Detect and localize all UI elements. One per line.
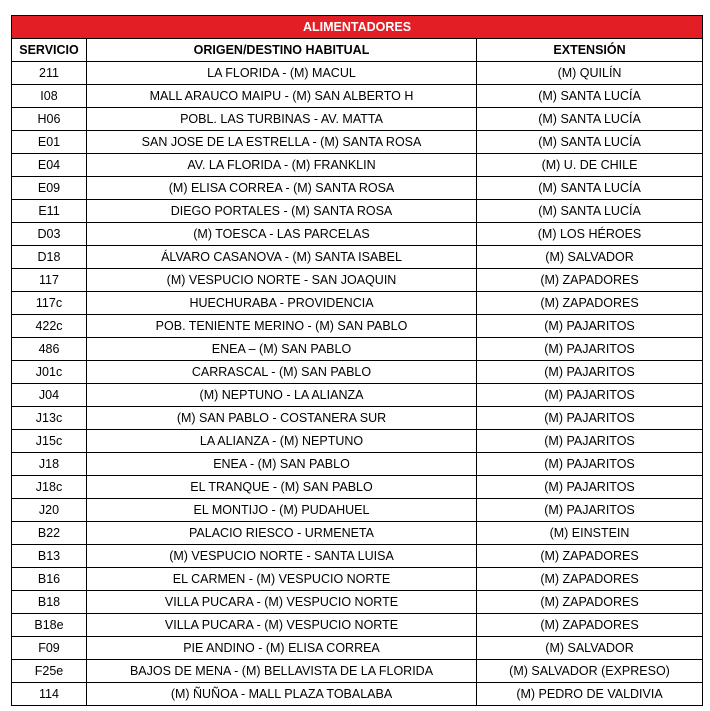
table-row <box>12 430 703 453</box>
cell-servicio: E01 <box>12 131 87 154</box>
table-row <box>12 591 703 614</box>
table-title-row <box>12 16 703 39</box>
cell-extension: (M) PAJARITOS <box>477 361 703 384</box>
table-row <box>12 246 703 269</box>
cell-extension: (M) SANTA LUCÍA <box>477 177 703 200</box>
cell-origen-destino: POBL. LAS TURBINAS - AV. MATTA <box>87 108 477 131</box>
cell-origen-destino: PIE ANDINO - (M) ELISA CORREA <box>87 637 477 660</box>
cell-servicio: J15c <box>12 430 87 453</box>
table-row <box>12 177 703 200</box>
cell-origen-destino: (M) NEPTUNO - LA ALIANZA <box>87 384 477 407</box>
table-row <box>12 660 703 683</box>
cell-origen-destino: POB. TENIENTE MERINO - (M) SAN PABLO <box>87 315 477 338</box>
cell-servicio: 422c <box>12 315 87 338</box>
table-row <box>12 292 703 315</box>
cell-extension: (M) SANTA LUCÍA <box>477 108 703 131</box>
cell-origen-destino: DIEGO PORTALES - (M) SANTA ROSA <box>87 200 477 223</box>
cell-servicio: E09 <box>12 177 87 200</box>
column-header-origen-destino: ORIGEN/DESTINO HABITUAL <box>87 39 477 62</box>
cell-extension: (M) PAJARITOS <box>477 384 703 407</box>
table-row <box>12 315 703 338</box>
table-row <box>12 85 703 108</box>
table-row <box>12 407 703 430</box>
alimentadores-table <box>11 15 703 706</box>
cell-extension: (M) PAJARITOS <box>477 499 703 522</box>
cell-servicio: B16 <box>12 568 87 591</box>
table-row <box>12 338 703 361</box>
cell-servicio: J20 <box>12 499 87 522</box>
cell-origen-destino: ENEA - (M) SAN PABLO <box>87 453 477 476</box>
table-row <box>12 499 703 522</box>
cell-servicio: 486 <box>12 338 87 361</box>
cell-extension: (M) ZAPADORES <box>477 614 703 637</box>
cell-extension: (M) SALVADOR <box>477 246 703 269</box>
cell-servicio: B13 <box>12 545 87 568</box>
alimentadores-table-wrapper <box>11 15 702 706</box>
table-row <box>12 223 703 246</box>
table-row <box>12 453 703 476</box>
cell-origen-destino: (M) ÑUÑOA - MALL PLAZA TOBALABA <box>87 683 477 706</box>
cell-servicio: 211 <box>12 62 87 85</box>
column-header-extension: EXTENSIÓN <box>477 39 703 62</box>
table-row <box>12 683 703 706</box>
cell-origen-destino: EL CARMEN - (M) VESPUCIO NORTE <box>87 568 477 591</box>
cell-origen-destino: (M) ELISA CORREA - (M) SANTA ROSA <box>87 177 477 200</box>
table-title: ALIMENTADORES <box>12 16 703 39</box>
cell-origen-destino: VILLA PUCARA - (M) VESPUCIO NORTE <box>87 614 477 637</box>
table-row <box>12 131 703 154</box>
cell-origen-destino: (M) SAN PABLO - COSTANERA SUR <box>87 407 477 430</box>
cell-servicio: B18 <box>12 591 87 614</box>
table-row <box>12 545 703 568</box>
cell-extension: (M) PEDRO DE VALDIVIA <box>477 683 703 706</box>
table-body <box>12 62 703 706</box>
column-header-row <box>12 39 703 62</box>
cell-servicio: 117c <box>12 292 87 315</box>
cell-extension: (M) ZAPADORES <box>477 292 703 315</box>
cell-extension: (M) SALVADOR (EXPRESO) <box>477 660 703 683</box>
cell-origen-destino: BAJOS DE MENA - (M) BELLAVISTA DE LA FLORIDA <box>87 660 477 683</box>
cell-extension: (M) LOS HÉROES <box>477 223 703 246</box>
cell-extension: (M) PAJARITOS <box>477 338 703 361</box>
cell-extension: (M) SANTA LUCÍA <box>477 200 703 223</box>
cell-origen-destino: ÁLVARO CASANOVA - (M) SANTA ISABEL <box>87 246 477 269</box>
cell-servicio: J18 <box>12 453 87 476</box>
table-row <box>12 361 703 384</box>
cell-origen-destino: (M) VESPUCIO NORTE - SANTA LUISA <box>87 545 477 568</box>
table-row <box>12 522 703 545</box>
table-row <box>12 614 703 637</box>
cell-servicio: F25e <box>12 660 87 683</box>
cell-origen-destino: LA ALIANZA - (M) NEPTUNO <box>87 430 477 453</box>
cell-origen-destino: MALL ARAUCO MAIPU - (M) SAN ALBERTO H <box>87 85 477 108</box>
cell-origen-destino: ENEA – (M) SAN PABLO <box>87 338 477 361</box>
column-header-servicio: SERVICIO <box>12 39 87 62</box>
cell-extension: (M) EINSTEIN <box>477 522 703 545</box>
table-row <box>12 154 703 177</box>
cell-extension: (M) SANTA LUCÍA <box>477 85 703 108</box>
table-row <box>12 62 703 85</box>
cell-servicio: J18c <box>12 476 87 499</box>
cell-servicio: B22 <box>12 522 87 545</box>
cell-servicio: H06 <box>12 108 87 131</box>
cell-servicio: 117 <box>12 269 87 292</box>
cell-extension: (M) QUILÍN <box>477 62 703 85</box>
table-row <box>12 568 703 591</box>
table-row <box>12 108 703 131</box>
cell-servicio: J13c <box>12 407 87 430</box>
table-row <box>12 384 703 407</box>
cell-extension: (M) PAJARITOS <box>477 476 703 499</box>
table-row <box>12 476 703 499</box>
cell-origen-destino: EL TRANQUE - (M) SAN PABLO <box>87 476 477 499</box>
cell-extension: (M) ZAPADORES <box>477 591 703 614</box>
cell-servicio: J04 <box>12 384 87 407</box>
cell-servicio: F09 <box>12 637 87 660</box>
cell-extension: (M) ZAPADORES <box>477 568 703 591</box>
table-row <box>12 637 703 660</box>
cell-origen-destino: (M) TOESCA - LAS PARCELAS <box>87 223 477 246</box>
cell-servicio: B18e <box>12 614 87 637</box>
cell-servicio: I08 <box>12 85 87 108</box>
cell-servicio: E11 <box>12 200 87 223</box>
table-row <box>12 269 703 292</box>
cell-servicio: D03 <box>12 223 87 246</box>
cell-origen-destino: AV. LA FLORIDA - (M) FRANKLIN <box>87 154 477 177</box>
cell-origen-destino: VILLA PUCARA - (M) VESPUCIO NORTE <box>87 591 477 614</box>
cell-extension: (M) PAJARITOS <box>477 407 703 430</box>
cell-extension: (M) PAJARITOS <box>477 453 703 476</box>
cell-origen-destino: PALACIO RIESCO - URMENETA <box>87 522 477 545</box>
cell-extension: (M) ZAPADORES <box>477 545 703 568</box>
cell-origen-destino: (M) VESPUCIO NORTE - SAN JOAQUIN <box>87 269 477 292</box>
cell-origen-destino: SAN JOSE DE LA ESTRELLA - (M) SANTA ROSA <box>87 131 477 154</box>
cell-extension: (M) SANTA LUCÍA <box>477 131 703 154</box>
cell-servicio: E04 <box>12 154 87 177</box>
cell-origen-destino: LA FLORIDA - (M) MACUL <box>87 62 477 85</box>
cell-origen-destino: HUECHURABA - PROVIDENCIA <box>87 292 477 315</box>
cell-servicio: J01c <box>12 361 87 384</box>
cell-servicio: 114 <box>12 683 87 706</box>
cell-extension: (M) U. DE CHILE <box>477 154 703 177</box>
cell-extension: (M) PAJARITOS <box>477 430 703 453</box>
cell-origen-destino: EL MONTIJO - (M) PUDAHUEL <box>87 499 477 522</box>
cell-servicio: D18 <box>12 246 87 269</box>
cell-extension: (M) ZAPADORES <box>477 269 703 292</box>
table-row <box>12 200 703 223</box>
cell-extension: (M) SALVADOR <box>477 637 703 660</box>
cell-extension: (M) PAJARITOS <box>477 315 703 338</box>
cell-origen-destino: CARRASCAL - (M) SAN PABLO <box>87 361 477 384</box>
